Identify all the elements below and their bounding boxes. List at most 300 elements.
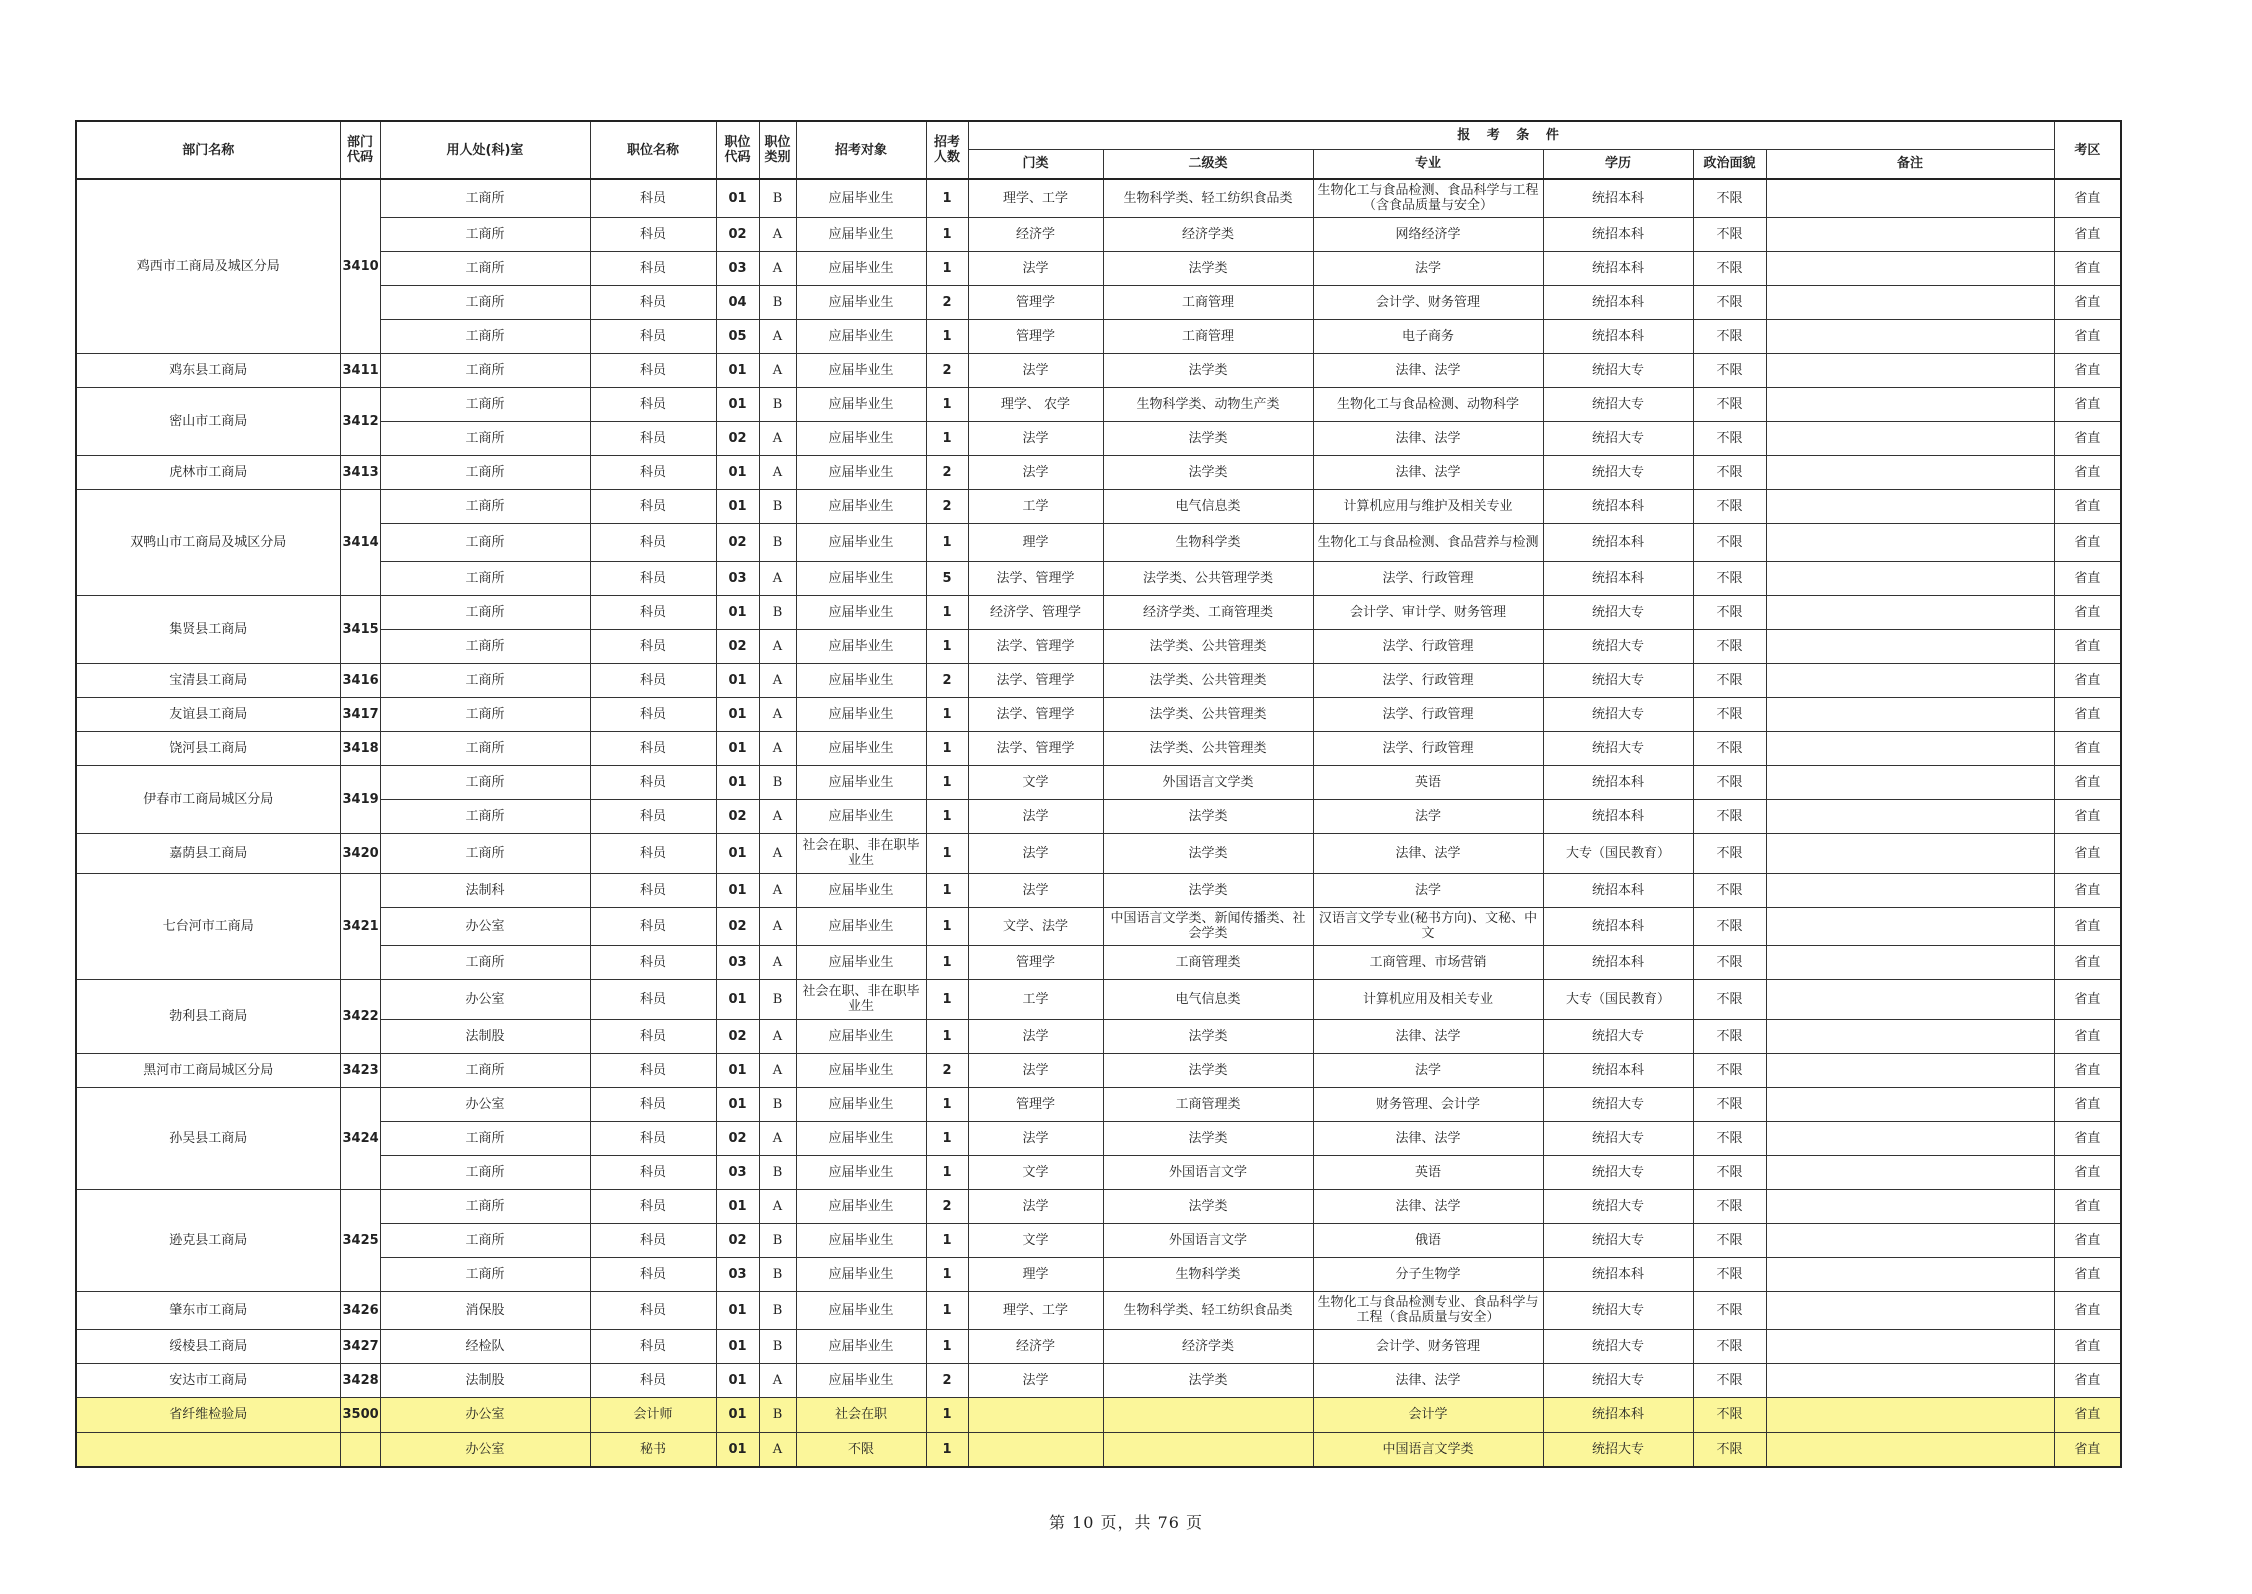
table-header [76, 121, 2121, 179]
position-type-cell: B [759, 979, 796, 1019]
education-cell: 统招大专 [1543, 387, 1693, 421]
position-code-cell: 01 [716, 179, 759, 217]
dept-code-cell: 3413 [340, 455, 380, 489]
political-cell: 不限 [1693, 663, 1766, 697]
position-code-cell: 01 [716, 1432, 759, 1467]
category-cell: 法学 [968, 1053, 1103, 1087]
position-name-cell: 科员 [590, 523, 716, 561]
remark-cell [1766, 455, 2054, 489]
region-cell: 省直 [2054, 319, 2121, 353]
category-cell: 文学 [968, 1155, 1103, 1189]
position-code-cell: 02 [716, 629, 759, 663]
position-type-cell: A [759, 1121, 796, 1155]
position-code-cell: 01 [716, 731, 759, 765]
dept-name-cell [76, 1432, 340, 1467]
political-cell: 不限 [1693, 979, 1766, 1019]
subcategory-cell: 法学类 [1103, 353, 1313, 387]
subcategory-cell: 工商管理类 [1103, 1087, 1313, 1121]
category-cell: 经济学 [968, 217, 1103, 251]
political-cell: 不限 [1693, 1329, 1766, 1363]
table-row [76, 353, 2121, 387]
major-cell: 分子生物学 [1313, 1257, 1543, 1291]
remark-cell [1766, 663, 2054, 697]
dept-name-cell: 嘉荫县工商局 [76, 833, 340, 873]
table-row [76, 731, 2121, 765]
office-cell: 工商所 [380, 833, 590, 873]
count-cell: 1 [926, 1397, 968, 1432]
position-type-cell: A [759, 1363, 796, 1397]
office-cell: 工商所 [380, 731, 590, 765]
target-cell: 应届毕业生 [796, 945, 926, 979]
political-cell: 不限 [1693, 945, 1766, 979]
position-code-cell: 01 [716, 595, 759, 629]
dept-code-cell: 3419 [340, 765, 380, 833]
subcategory-cell: 工商管理 [1103, 285, 1313, 319]
dept-code-cell: 3500 [340, 1397, 380, 1432]
position-name-cell: 科员 [590, 1363, 716, 1397]
subcategory-cell: 外国语言文学类 [1103, 765, 1313, 799]
remark-cell [1766, 1397, 2054, 1432]
major-cell: 法律、法学 [1313, 421, 1543, 455]
position-name-cell: 科员 [590, 1291, 716, 1329]
dept-name-cell: 肇东市工商局 [76, 1291, 340, 1329]
subcategory-cell: 法学类 [1103, 1053, 1313, 1087]
position-type-cell: B [759, 1257, 796, 1291]
target-cell: 不限 [796, 1432, 926, 1467]
table-row [76, 455, 2121, 489]
major-cell: 法学 [1313, 799, 1543, 833]
position-name-cell: 会计师 [590, 1397, 716, 1432]
dept-code-cell: 3422 [340, 979, 380, 1053]
political-cell: 不限 [1693, 421, 1766, 455]
subcategory-cell: 外国语言文学 [1103, 1155, 1313, 1189]
dept-name-cell: 友谊县工商局 [76, 697, 340, 731]
page-footer: 第 10 页，共 76 页 [1048, 1513, 1204, 1532]
dept-code-cell: 3414 [340, 489, 380, 595]
office-cell: 工商所 [380, 455, 590, 489]
dept-name-cell: 宝清县工商局 [76, 663, 340, 697]
major-cell: 英语 [1313, 1155, 1543, 1189]
table-row [76, 217, 2121, 251]
region-cell: 省直 [2054, 1121, 2121, 1155]
table-row [76, 1363, 2121, 1397]
count-cell: 2 [926, 1053, 968, 1087]
dept-name-cell: 双鸭山市工商局及城区分局 [76, 489, 340, 595]
major-cell: 会计学、财务管理 [1313, 285, 1543, 319]
office-cell: 工商所 [380, 353, 590, 387]
remark-cell [1766, 595, 2054, 629]
education-cell: 统招大专 [1543, 421, 1693, 455]
header-major: 专业 [1313, 149, 1543, 179]
political-cell: 不限 [1693, 1121, 1766, 1155]
target-cell: 应届毕业生 [796, 387, 926, 421]
remark-cell [1766, 629, 2054, 663]
subcategory-cell: 法学类 [1103, 833, 1313, 873]
category-cell: 法学 [968, 353, 1103, 387]
education-cell: 统招本科 [1543, 1397, 1693, 1432]
remark-cell [1766, 1257, 2054, 1291]
subcategory-cell: 经济学类 [1103, 1329, 1313, 1363]
office-cell: 工商所 [380, 387, 590, 421]
count-cell: 1 [926, 179, 968, 217]
count-cell: 1 [926, 595, 968, 629]
position-type-cell: B [759, 1223, 796, 1257]
subcategory-cell: 电气信息类 [1103, 489, 1313, 523]
political-cell: 不限 [1693, 1257, 1766, 1291]
education-cell: 统招大专 [1543, 1019, 1693, 1053]
political-cell: 不限 [1693, 1087, 1766, 1121]
region-cell: 省直 [2054, 731, 2121, 765]
category-cell: 法学、管理学 [968, 629, 1103, 663]
position-type-cell: A [759, 319, 796, 353]
count-cell: 2 [926, 353, 968, 387]
political-cell: 不限 [1693, 833, 1766, 873]
office-cell: 工商所 [380, 489, 590, 523]
table-row [76, 907, 2121, 945]
position-type-cell: A [759, 873, 796, 907]
position-name-cell: 科员 [590, 421, 716, 455]
education-cell: 统招本科 [1543, 217, 1693, 251]
table-row [76, 1189, 2121, 1223]
education-cell: 统招本科 [1543, 179, 1693, 217]
table-row [76, 421, 2121, 455]
office-cell: 办公室 [380, 1087, 590, 1121]
subcategory-cell: 法学类、公共管理类 [1103, 663, 1313, 697]
category-cell: 文学、法学 [968, 907, 1103, 945]
region-cell: 省直 [2054, 1432, 2121, 1467]
political-cell: 不限 [1693, 1432, 1766, 1467]
dept-name-cell: 勃利县工商局 [76, 979, 340, 1053]
target-cell: 应届毕业生 [796, 319, 926, 353]
office-cell: 工商所 [380, 421, 590, 455]
remark-cell [1766, 1432, 2054, 1467]
remark-cell [1766, 489, 2054, 523]
position-code-cell: 01 [716, 1087, 759, 1121]
target-cell: 应届毕业生 [796, 595, 926, 629]
recruitment-table [75, 120, 2122, 1468]
education-cell: 大专（国民教育） [1543, 833, 1693, 873]
major-cell: 会计学、审计学、财务管理 [1313, 595, 1543, 629]
subcategory-cell: 法学类、公共管理学类 [1103, 561, 1313, 595]
subcategory-cell: 生物科学类、轻工纺织食品类 [1103, 179, 1313, 217]
position-type-cell: A [759, 217, 796, 251]
major-cell: 工商管理、市场营销 [1313, 945, 1543, 979]
dept-code-cell: 3417 [340, 697, 380, 731]
position-name-cell: 秘书 [590, 1432, 716, 1467]
region-cell: 省直 [2054, 697, 2121, 731]
education-cell: 统招本科 [1543, 907, 1693, 945]
subcategory-cell: 法学类、公共管理类 [1103, 697, 1313, 731]
major-cell: 生物化工与食品检测、食品科学与工程（含食品质量与安全） [1313, 179, 1543, 217]
table-row [76, 285, 2121, 319]
dept-code-cell: 3410 [340, 179, 380, 353]
position-type-cell: B [759, 285, 796, 319]
table-row [76, 1257, 2121, 1291]
category-cell: 理学 [968, 1257, 1103, 1291]
political-cell: 不限 [1693, 629, 1766, 663]
position-name-cell: 科员 [590, 663, 716, 697]
education-cell: 统招大专 [1543, 663, 1693, 697]
major-cell: 会计学 [1313, 1397, 1543, 1432]
office-cell: 消保股 [380, 1291, 590, 1329]
position-name-cell: 科员 [590, 799, 716, 833]
position-name-cell: 科员 [590, 353, 716, 387]
position-code-cell: 01 [716, 353, 759, 387]
category-cell: 理学、工学 [968, 179, 1103, 217]
position-type-cell: A [759, 697, 796, 731]
office-cell: 经检队 [380, 1329, 590, 1363]
subcategory-cell: 生物科学类 [1103, 523, 1313, 561]
office-cell: 工商所 [380, 217, 590, 251]
dept-code-cell: 3415 [340, 595, 380, 663]
major-cell: 汉语言文学专业(秘书方向)、文秘、中文 [1313, 907, 1543, 945]
education-cell: 统招本科 [1543, 799, 1693, 833]
table-row [76, 1432, 2121, 1467]
office-cell: 工商所 [380, 1189, 590, 1223]
category-cell [968, 1397, 1103, 1432]
dept-code-cell [340, 1432, 380, 1467]
target-cell: 应届毕业生 [796, 285, 926, 319]
position-name-cell: 科员 [590, 1019, 716, 1053]
position-code-cell: 01 [716, 1329, 759, 1363]
header-political: 政治面貌 [1693, 149, 1766, 179]
table-row [76, 629, 2121, 663]
major-cell: 法学、行政管理 [1313, 697, 1543, 731]
remark-cell [1766, 387, 2054, 421]
position-name-cell: 科员 [590, 1053, 716, 1087]
position-type-cell: A [759, 833, 796, 873]
position-type-cell: A [759, 353, 796, 387]
header-pos-code: 职位代码 [716, 121, 759, 179]
table-row [76, 1155, 2121, 1189]
political-cell: 不限 [1693, 319, 1766, 353]
position-type-cell: A [759, 799, 796, 833]
remark-cell [1766, 873, 2054, 907]
subcategory-cell: 法学类 [1103, 455, 1313, 489]
subcategory-cell: 法学类 [1103, 1189, 1313, 1223]
position-name-cell: 科员 [590, 945, 716, 979]
category-cell: 法学、管理学 [968, 731, 1103, 765]
remark-cell [1766, 285, 2054, 319]
target-cell: 应届毕业生 [796, 907, 926, 945]
office-cell: 工商所 [380, 251, 590, 285]
header-conditions: 报 考 条 件 [968, 121, 2054, 149]
table-row [76, 387, 2121, 421]
table-row [76, 1019, 2121, 1053]
position-code-cell: 01 [716, 1363, 759, 1397]
target-cell: 应届毕业生 [796, 765, 926, 799]
education-cell: 统招本科 [1543, 1053, 1693, 1087]
header-pos-name: 职位名称 [590, 121, 716, 179]
table-row [76, 765, 2121, 799]
political-cell: 不限 [1693, 1291, 1766, 1329]
count-cell: 1 [926, 945, 968, 979]
target-cell: 应届毕业生 [796, 731, 926, 765]
position-type-cell: A [759, 945, 796, 979]
region-cell: 省直 [2054, 523, 2121, 561]
position-code-cell: 01 [716, 489, 759, 523]
remark-cell [1766, 731, 2054, 765]
table-row [76, 799, 2121, 833]
header-education: 学历 [1543, 149, 1693, 179]
region-cell: 省直 [2054, 629, 2121, 663]
count-cell: 1 [926, 799, 968, 833]
subcategory-cell: 外国语言文学 [1103, 1223, 1313, 1257]
region-cell: 省直 [2054, 663, 2121, 697]
major-cell: 法律、法学 [1313, 455, 1543, 489]
subcategory-cell: 法学类 [1103, 1363, 1313, 1397]
table-row [76, 945, 2121, 979]
count-cell: 1 [926, 833, 968, 873]
region-cell: 省直 [2054, 1155, 2121, 1189]
dept-name-cell: 鸡西市工商局及城区分局 [76, 179, 340, 353]
position-name-cell: 科员 [590, 285, 716, 319]
count-cell: 2 [926, 1189, 968, 1223]
count-cell: 2 [926, 285, 968, 319]
political-cell: 不限 [1693, 697, 1766, 731]
political-cell: 不限 [1693, 1189, 1766, 1223]
office-cell: 法制科 [380, 873, 590, 907]
subcategory-cell: 法学类 [1103, 251, 1313, 285]
table-row [76, 595, 2121, 629]
subcategory-cell: 电气信息类 [1103, 979, 1313, 1019]
major-cell: 法学、行政管理 [1313, 731, 1543, 765]
remark-cell [1766, 979, 2054, 1019]
target-cell: 应届毕业生 [796, 697, 926, 731]
education-cell: 统招大专 [1543, 1432, 1693, 1467]
position-name-cell: 科员 [590, 1087, 716, 1121]
position-code-cell: 01 [716, 1053, 759, 1087]
office-cell: 工商所 [380, 945, 590, 979]
category-cell: 法学 [968, 1121, 1103, 1155]
subcategory-cell: 法学类 [1103, 799, 1313, 833]
dept-name-cell: 饶河县工商局 [76, 731, 340, 765]
position-code-cell: 02 [716, 1019, 759, 1053]
major-cell: 法学 [1313, 873, 1543, 907]
region-cell: 省直 [2054, 1363, 2121, 1397]
position-code-cell: 02 [716, 421, 759, 455]
table-row [76, 179, 2121, 217]
category-cell: 理学 [968, 523, 1103, 561]
education-cell: 统招大专 [1543, 1363, 1693, 1397]
target-cell: 社会在职 [796, 1397, 926, 1432]
dept-code-cell: 3425 [340, 1189, 380, 1291]
political-cell: 不限 [1693, 595, 1766, 629]
subcategory-cell: 生物科学类 [1103, 1257, 1313, 1291]
subcategory-cell: 法学类 [1103, 421, 1313, 455]
dept-code-cell: 3416 [340, 663, 380, 697]
dept-name-cell: 鸡东县工商局 [76, 353, 340, 387]
header-dept: 部门名称 [76, 121, 340, 179]
table-row [76, 1329, 2121, 1363]
subcategory-cell: 工商管理 [1103, 319, 1313, 353]
political-cell: 不限 [1693, 765, 1766, 799]
office-cell: 工商所 [380, 285, 590, 319]
header-remark: 备注 [1766, 149, 2054, 179]
target-cell: 应届毕业生 [796, 1189, 926, 1223]
region-cell: 省直 [2054, 387, 2121, 421]
count-cell: 2 [926, 455, 968, 489]
office-cell: 工商所 [380, 765, 590, 799]
position-code-cell: 01 [716, 979, 759, 1019]
position-type-cell: A [759, 455, 796, 489]
count-cell: 2 [926, 663, 968, 697]
political-cell: 不限 [1693, 1053, 1766, 1087]
region-cell: 省直 [2054, 561, 2121, 595]
political-cell: 不限 [1693, 799, 1766, 833]
remark-cell [1766, 1155, 2054, 1189]
subcategory-cell: 经济学类、工商管理类 [1103, 595, 1313, 629]
table-row [76, 1121, 2121, 1155]
political-cell: 不限 [1693, 353, 1766, 387]
region-cell: 省直 [2054, 251, 2121, 285]
dept-code-cell: 3426 [340, 1291, 380, 1329]
education-cell: 统招本科 [1543, 765, 1693, 799]
region-cell: 省直 [2054, 1223, 2121, 1257]
count-cell: 1 [926, 217, 968, 251]
political-cell: 不限 [1693, 873, 1766, 907]
category-cell: 管理学 [968, 285, 1103, 319]
count-cell: 1 [926, 1291, 968, 1329]
remark-cell [1766, 353, 2054, 387]
position-type-cell: B [759, 387, 796, 421]
count-cell: 1 [926, 1019, 968, 1053]
category-cell: 法学 [968, 1189, 1103, 1223]
category-cell: 管理学 [968, 945, 1103, 979]
target-cell: 应届毕业生 [796, 523, 926, 561]
remark-cell [1766, 319, 2054, 353]
education-cell: 统招本科 [1543, 1257, 1693, 1291]
subcategory-cell: 经济学类 [1103, 217, 1313, 251]
political-cell: 不限 [1693, 285, 1766, 319]
count-cell: 1 [926, 697, 968, 731]
position-code-cell: 01 [716, 765, 759, 799]
count-cell: 1 [926, 319, 968, 353]
position-name-cell: 科员 [590, 1155, 716, 1189]
target-cell: 应届毕业生 [796, 1291, 926, 1329]
remark-cell [1766, 1363, 2054, 1397]
position-type-cell: B [759, 765, 796, 799]
target-cell: 社会在职、非在职毕业生 [796, 979, 926, 1019]
table-row [76, 523, 2121, 561]
subcategory-cell: 法学类、公共管理类 [1103, 731, 1313, 765]
education-cell: 统招本科 [1543, 873, 1693, 907]
major-cell: 网络经济学 [1313, 217, 1543, 251]
position-type-cell: A [759, 663, 796, 697]
header-pos-type: 职位类别 [759, 121, 796, 179]
position-name-cell: 科员 [590, 1189, 716, 1223]
dept-code-cell: 3423 [340, 1053, 380, 1087]
subcategory-cell: 生物科学类、轻工纺织食品类 [1103, 1291, 1313, 1329]
count-cell: 1 [926, 1329, 968, 1363]
category-cell: 法学 [968, 873, 1103, 907]
position-name-cell: 科员 [590, 561, 716, 595]
region-cell: 省直 [2054, 1257, 2121, 1291]
dept-name-cell: 集贤县工商局 [76, 595, 340, 663]
major-cell: 会计学、财务管理 [1313, 1329, 1543, 1363]
position-name-cell: 科员 [590, 319, 716, 353]
subcategory-cell [1103, 1397, 1313, 1432]
target-cell: 社会在职、非在职毕业生 [796, 833, 926, 873]
header-region: 考区 [2054, 121, 2121, 179]
dept-name-cell: 伊春市工商局城区分局 [76, 765, 340, 833]
position-name-cell: 科员 [590, 697, 716, 731]
count-cell: 1 [926, 421, 968, 455]
education-cell: 统招大专 [1543, 1155, 1693, 1189]
position-type-cell: A [759, 907, 796, 945]
category-cell: 文学 [968, 765, 1103, 799]
dept-name-cell: 安达市工商局 [76, 1363, 340, 1397]
